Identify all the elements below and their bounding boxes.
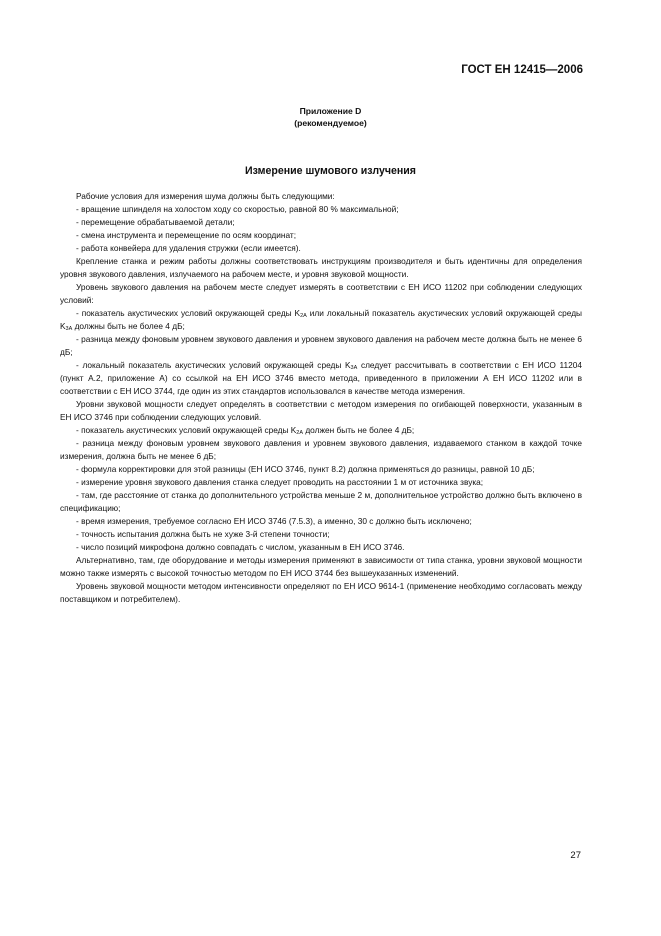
text-run: должны быть не более 4 дБ; [72, 321, 185, 331]
subscript: 2A [300, 313, 307, 319]
text-run: - показатель акустических условий окружающей среды K [76, 425, 297, 435]
annex-heading [0, 106, 661, 129]
paragraph: Крепление станка и режим работы должны соответствовать инструкциям производителя и быть идентичны для определения уровня звукового давления, излучаемого на рабочем месте, и уровня звуковой мощности. [60, 256, 582, 279]
text-run: - локальный показатель акустических условий окружающей среды K [76, 360, 351, 370]
annex-status: (рекомендуемое) [294, 117, 367, 128]
list-item [60, 307, 582, 333]
list-item: - смена инструмента и перемещение по осям координат; [76, 230, 297, 240]
list-item [60, 424, 582, 437]
list-item: - время измерения, требуемое согласно ЕН ИСО 3746 (7.5.3), а именно, 30 с должно быть исключено; [76, 516, 472, 526]
subscript: 2A [296, 430, 304, 436]
text-run: - показатель акустических условий окружающей среды K [76, 308, 301, 318]
text-run: должен быть не более 4 дБ; [303, 425, 415, 435]
subscript: 3A [65, 326, 73, 332]
section-title: Измерение шумового излучения [245, 165, 416, 177]
list-item: - измерение уровня звукового давления станка следует проводить на расстоянии 1 м от источника звука; [76, 477, 484, 487]
list-item: - число позиций микрофона должно совпадать с числом, указанным в ЕН ИСО 3746. [76, 542, 405, 552]
list-item: - перемещение обрабатываемой детали; [76, 217, 235, 227]
list-item: - формула корректировки для этой разницы (ЕН ИСО 3746, пункт 8.2) должна применяться до разницы, равной 10 дБ; [76, 464, 535, 474]
paragraph: Уровень звукового давления на рабочем месте следует измерять в соответствии с ЕН ИСО 11202 при соблюдении следующих условий: [60, 282, 582, 305]
list-item [60, 359, 582, 398]
list-item: - вращение шпинделя на холостом ходу со скоростью, равной 80 % максимальной; [76, 204, 399, 214]
list-item: - там, где расстояние от станка до дополнительного устройства меньше 2 м, дополнительное устройство должно быть включено в спецификацию; [60, 490, 582, 513]
list-item: - работа конвейера для удаления стружки (если имеется). [76, 243, 301, 253]
list-item: - разница между фоновым уровнем звукового давления и уровнем звукового давления на рабочем месте должна быть не менее 6 дБ; [60, 334, 582, 357]
paragraph: Уровни звуковой мощности следует определять в соответствии с методом измерения по огибающей поверхности, указанным в ЕН ИСО 3746 при соблюдении следующих условий. [60, 399, 582, 422]
subscript: 3A [350, 365, 358, 371]
annex-title: Приложение D [299, 106, 362, 116]
paragraph: Альтернативно, там, где оборудование и методы измерения применяют в зависимости от типа станка, уровни звуковой мощности можно также измерять с высокой точностью методом по ЕН ИСО 3744 без вышеуказанных изменений. [60, 555, 582, 578]
body-text [60, 190, 582, 606]
text-run: или локальный показатель акустических условий окружающей среды K [60, 308, 582, 331]
text-run: следует рассчитывать в соответствии с ЕН ИСО 11204 (пункт A.2, приложение A) со ссылкой на ЕН ИСО 3746 вместо метода, приведенного в приложении A ЕН ИСО 11202 или в соответствии с ЕН ИСО 3744, где один из этих стандартов использовался в качестве метода измерения. [60, 360, 582, 396]
page-number: 27 [570, 850, 581, 861]
paragraph: Уровень звуковой мощности методом интенсивности определяют по ЕН ИСО 9614-1 (применение необходимо согласовать между поставщиком и потребителем). [60, 581, 582, 604]
list-item: - разница между фоновым уровнем звукового давления и уровнем звукового давления, издаваемого станком в каждой точке измерения, должна быть не менее 6 дБ; [60, 438, 582, 461]
document-code: ГОСТ ЕН 12415—2006 [461, 64, 583, 76]
list-item: - точность испытания должна быть не хуже 3-й степени точности; [76, 529, 330, 539]
paragraph: Рабочие условия для измерения шума должны быть следующими: [76, 191, 335, 201]
